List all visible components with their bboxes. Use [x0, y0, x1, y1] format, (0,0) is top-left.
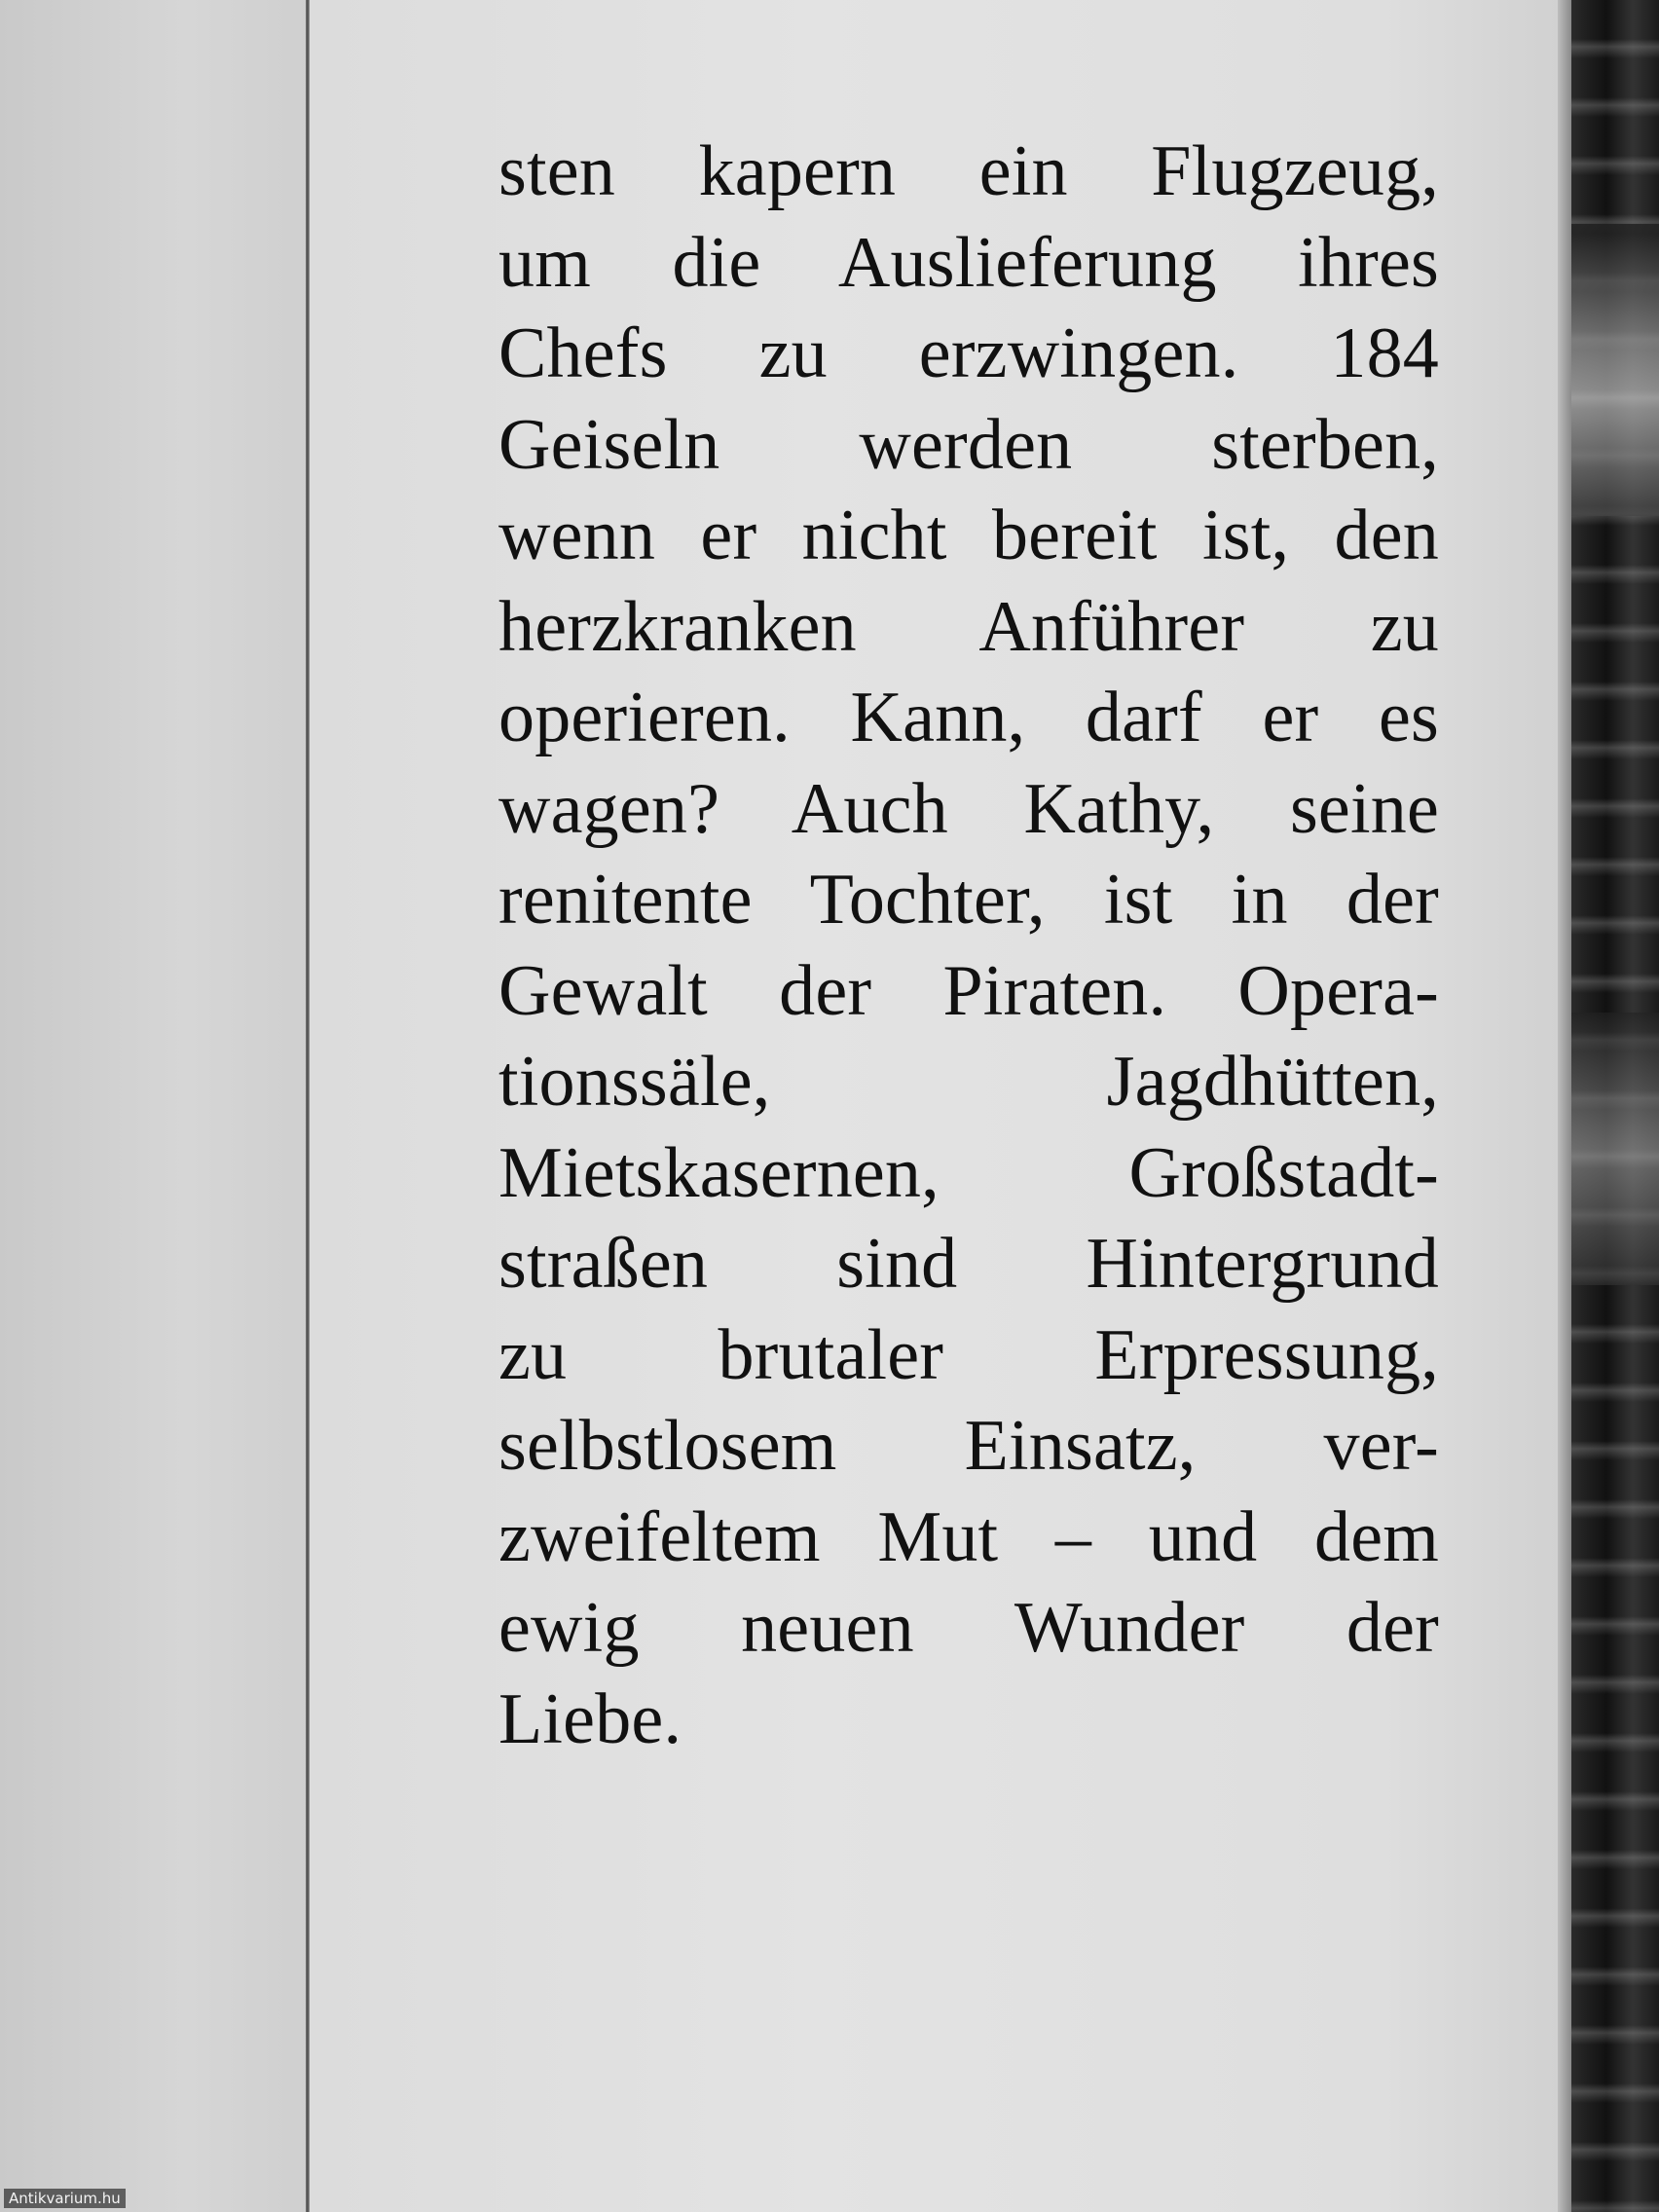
- text-line: zu brutaler Erpressung,: [498, 1314, 1439, 1395]
- text-line: um die Auslieferung ihres: [498, 222, 1439, 303]
- text-line: Liebe.: [498, 1678, 682, 1759]
- text-line: sten kapern ein Flugzeug,: [498, 131, 1439, 211]
- text-line: wagen? Auch Kathy, seine: [498, 768, 1439, 849]
- left-page: [0, 0, 310, 2212]
- text-line: renitente Tochter, ist in der: [498, 860, 1439, 940]
- cover-photo-strip: [1571, 0, 1659, 2212]
- text-line: selbstlosem Einsatz, ver-: [498, 1406, 1439, 1486]
- blurb-text: [498, 127, 1439, 1765]
- watermark-label: Antikvarium.hu: [4, 2189, 126, 2208]
- cover-photo-highlight: [1571, 224, 1659, 516]
- text-line: wenn er nicht bereit ist, den: [498, 496, 1439, 575]
- text-line: zweifeltem Mut – und dem: [498, 1496, 1439, 1577]
- text-line: Gewalt der Piraten. Opera-: [498, 950, 1439, 1031]
- cover-photo-highlight: [1571, 1013, 1659, 1285]
- flap-edge: [1558, 0, 1571, 2212]
- text-line: Chefs zu erzwingen. 184: [498, 313, 1439, 393]
- text-line: ewig neuen Wunder der: [498, 1588, 1439, 1668]
- text-line: tionssäle, Jagdhütten,: [498, 1042, 1439, 1122]
- text-line: operieren. Kann, darf er es: [498, 678, 1439, 757]
- text-line: straßen sind Hintergrund: [498, 1224, 1439, 1304]
- text-line: Geiseln werden sterben,: [498, 404, 1439, 485]
- text-line: herzkranken Anführer zu: [498, 586, 1439, 667]
- text-line: Mietskasernen, Großstadt-: [498, 1132, 1439, 1213]
